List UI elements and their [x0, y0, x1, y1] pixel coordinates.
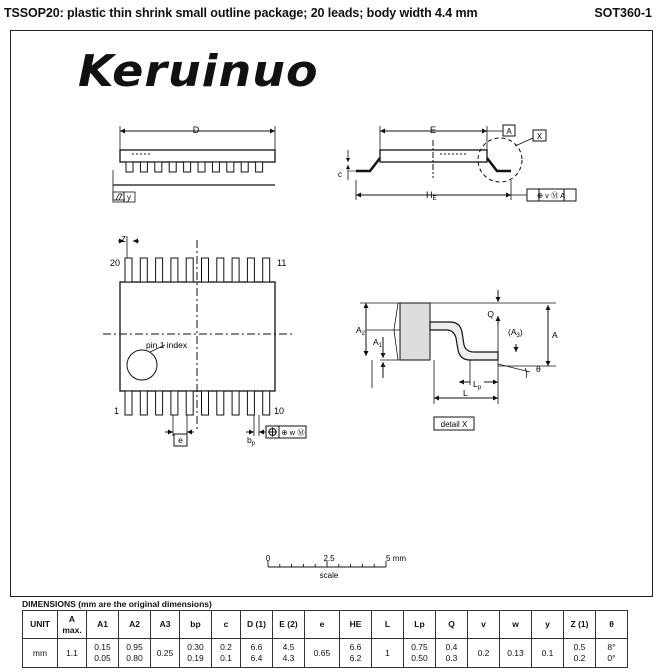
lead [247, 391, 254, 415]
cell-A2: 0.95 0.80 [119, 639, 151, 668]
cell-theta: 8° 0° [596, 639, 628, 668]
lead [217, 391, 224, 415]
cell-HE: 6.6 6.2 [340, 639, 372, 668]
lead [171, 258, 178, 282]
cell-E: 4.5 4.3 [273, 639, 305, 668]
dim-HE: $H_E$ [426, 190, 437, 202]
dim-Lp: $L_p$ [473, 379, 482, 391]
header-cell: A max. [58, 611, 87, 639]
cell-y: 0.1 [532, 639, 564, 668]
dimensions-heading: DIMENSIONS (mm are the original dimensions) [22, 599, 212, 609]
pin-1-index-label: pin 1 index [146, 340, 188, 350]
lead [140, 162, 147, 172]
detail-X-box: X [536, 132, 543, 141]
lead [247, 258, 254, 282]
scale-label: scale [319, 571, 339, 580]
header-cell: θ [596, 611, 628, 639]
table-row [23, 639, 628, 668]
dim-bp: $b_p$ [247, 435, 256, 447]
dim-A: A [552, 330, 558, 340]
lead [232, 391, 239, 415]
lead [186, 258, 193, 282]
cell-w: 0.13 [500, 639, 532, 668]
dim-Q: Q [487, 309, 494, 319]
dim-E: E [429, 125, 437, 135]
table-header-row [23, 611, 628, 639]
lead [202, 391, 209, 415]
header-cell: w [500, 611, 532, 639]
lead [140, 391, 147, 415]
cell-L: 1 [372, 639, 404, 668]
pin-11-label: 11 [277, 258, 287, 268]
header-cell: e [305, 611, 340, 639]
lead [263, 258, 270, 282]
lead [186, 391, 193, 415]
cell-bp: 0.30 0.19 [180, 639, 212, 668]
tolerance-w: ⊕ w Ⓜ [281, 428, 305, 437]
header-cell: v [468, 611, 500, 639]
pin-1-label: 1 [114, 406, 120, 416]
header-cell: y [532, 611, 564, 639]
header-cell: E (2) [273, 611, 305, 639]
lead [184, 162, 191, 172]
cell-e: 0.65 [305, 639, 340, 668]
lead [171, 391, 178, 415]
header-cell: Q [436, 611, 468, 639]
lead [232, 258, 239, 282]
package-code: SOT360-1 [594, 6, 652, 20]
lead [169, 162, 176, 172]
cell-unit: mm [23, 639, 58, 668]
dim-D: D [192, 125, 200, 135]
lead [198, 162, 205, 172]
cell-Q: 0.4 0.3 [436, 639, 468, 668]
dim-A3: $(A_3)$ [508, 327, 523, 339]
lead [125, 258, 132, 282]
scale-tick-0: 0 [265, 554, 271, 563]
cell-c: 0.2 0.1 [212, 639, 241, 668]
dim-A2: $A_2$ [356, 325, 366, 337]
header-cell: A1 [87, 611, 119, 639]
cell-v: 0.2 [468, 639, 500, 668]
cell-A1: 0.15 0.05 [87, 639, 119, 668]
header-cell: A3 [151, 611, 180, 639]
lead [212, 162, 219, 172]
datum-A-box: A [506, 127, 512, 136]
scale-tick-2-5: 2.5 [323, 554, 335, 563]
cell-A-max: 1.1 [58, 639, 87, 668]
detail-x [360, 290, 556, 430]
lead [156, 258, 163, 282]
lead [217, 258, 224, 282]
dim-theta: θ [536, 364, 541, 374]
header-cell: c [212, 611, 241, 639]
lead [227, 162, 234, 172]
brand-logo: Keruinuo [78, 45, 319, 97]
scale-tick-5mm: 5 mm [386, 554, 406, 563]
pin-20-label: 20 [110, 258, 121, 268]
lead [125, 391, 132, 415]
lead [155, 162, 162, 172]
dim-y: y [127, 193, 131, 202]
detail-x-label: detail X [440, 420, 468, 429]
lead [202, 258, 209, 282]
header-cell: UNIT [23, 611, 58, 639]
lead [241, 162, 248, 172]
cell-D: 6.6 6.4 [241, 639, 273, 668]
pin-10-label: 10 [274, 406, 285, 416]
dim-L: L [463, 388, 468, 398]
cell-A3: 0.25 [151, 639, 180, 668]
header-cell: Z (1) [564, 611, 596, 639]
dim-A1: $A_1$ [373, 337, 383, 349]
header-cell: A2 [119, 611, 151, 639]
header-cell: L [372, 611, 404, 639]
lead [126, 162, 133, 172]
cell-Lp: 0.75 0.50 [404, 639, 436, 668]
lead [256, 162, 263, 172]
tolerance-v: ⊕ v Ⓜ A [536, 191, 566, 200]
cell-Z: 0.5 0.2 [564, 639, 596, 668]
header-cell: D (1) [241, 611, 273, 639]
dimensions-table [22, 610, 628, 668]
lead [140, 258, 147, 282]
page-title: TSSOP20: plastic thin shrink small outline package; 20 leads; body width 4.4 mm [4, 6, 478, 20]
header-cell: HE [340, 611, 372, 639]
dim-c: c [338, 170, 342, 179]
header-cell: Lp [404, 611, 436, 639]
dim-e: e [178, 435, 183, 445]
top-view [113, 126, 275, 202]
header-cell: bp [180, 611, 212, 639]
lead [263, 391, 270, 415]
dim-Z: Z [121, 235, 126, 244]
lead [156, 391, 163, 415]
